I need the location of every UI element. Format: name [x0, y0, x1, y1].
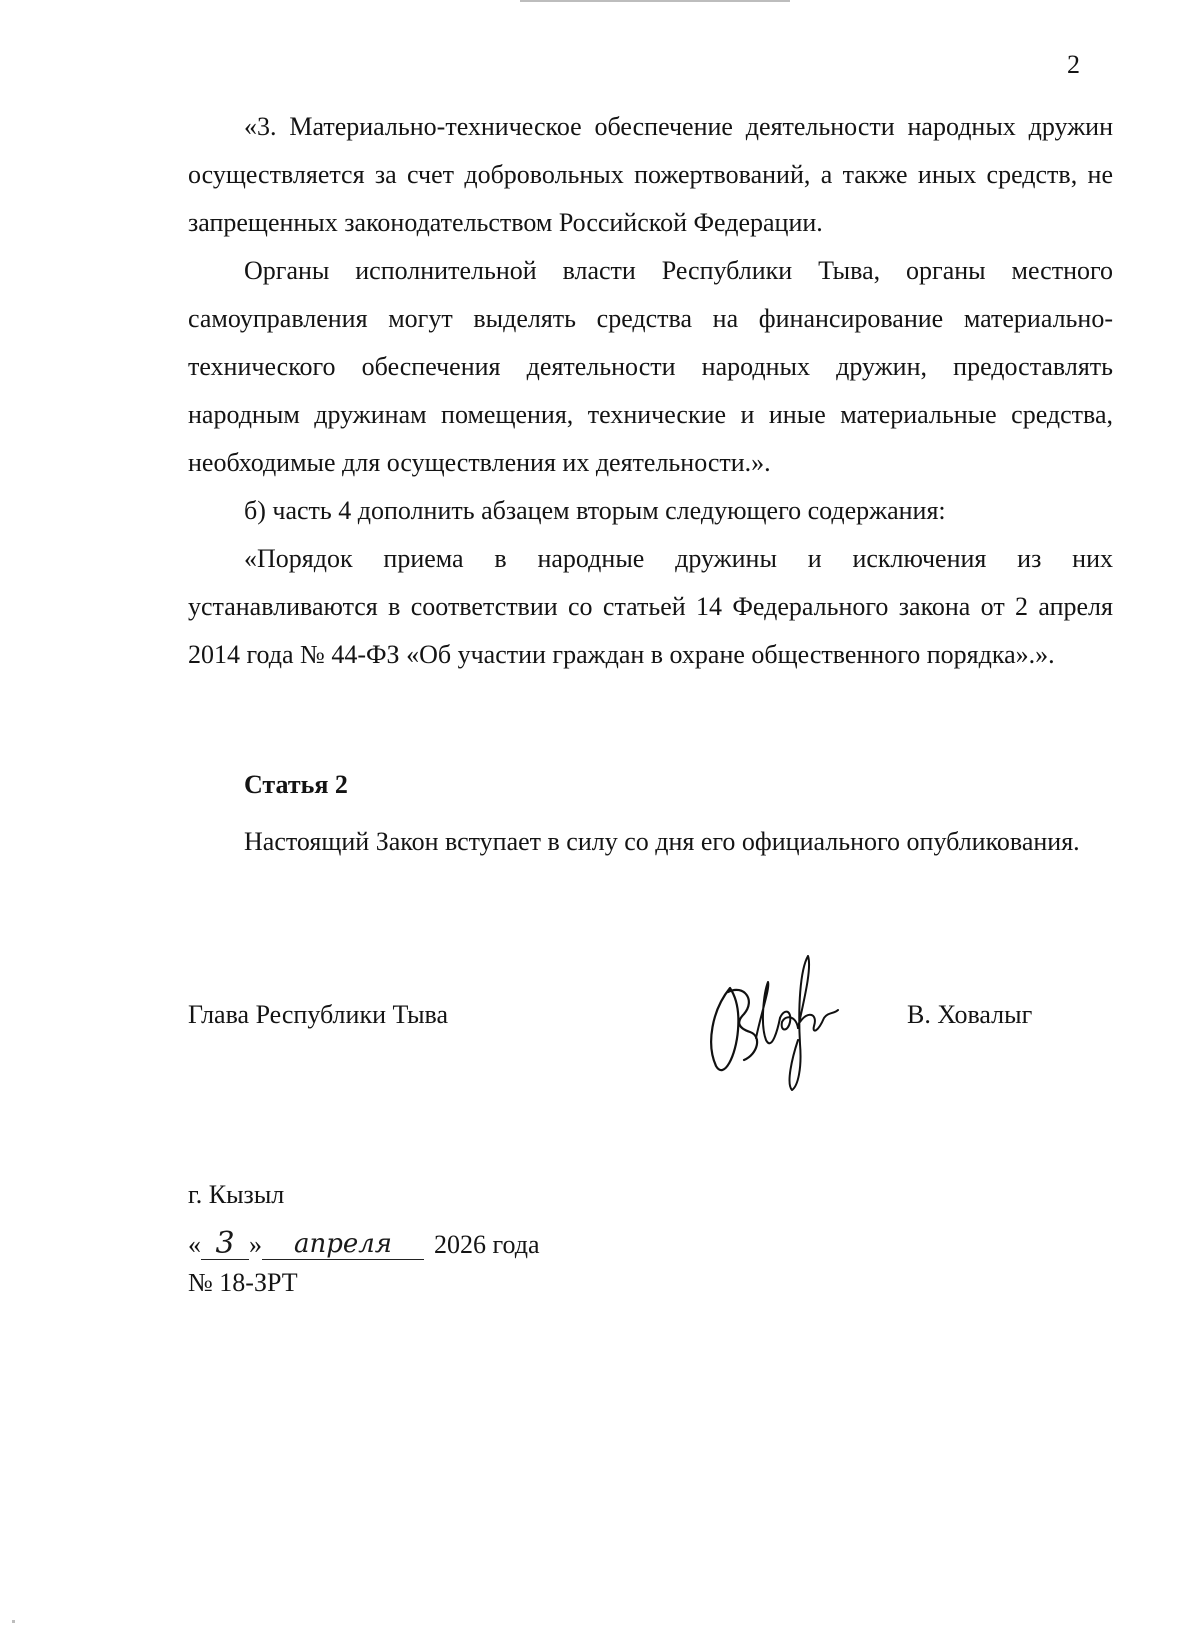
- scan-artifact-top: [520, 0, 790, 2]
- signing-city: г. Кызыл: [188, 1180, 285, 1209]
- paragraph-amendment-b: б) часть 4 дополнить абзацем вторым следующего содержания:: [244, 496, 946, 525]
- signatory-name: В. Ховалыг: [907, 1000, 1033, 1029]
- date-open-quote: «: [188, 1230, 201, 1259]
- signing-date: [188, 1224, 540, 1260]
- paragraph-executive-bodies: Органы исполнительной власти Республики Тыва, органы местного самоуправления могут выделять средства на финансирование материально-технического обеспечения деятельности народных дружин, предоставлять народным дружинам помещения, технические и иные материальные средства, необходимые для осуществления их деятельности.».: [188, 256, 1113, 477]
- article-2-title: Статья 2: [244, 770, 348, 799]
- date-day-handwritten: 3: [201, 1229, 249, 1260]
- page-number: 2: [1067, 50, 1080, 79]
- law-amendment-text: [188, 103, 1113, 679]
- article-2-text: Настоящий Закон вступает в силу со дня его официального опубликования.: [244, 827, 1080, 856]
- date-month-handwritten: апреля: [262, 1229, 424, 1260]
- signatory-position: Глава Республики Тыва: [188, 1000, 449, 1029]
- date-year: 2026 года: [434, 1230, 540, 1259]
- scan-artifact-left: [12, 1620, 15, 1623]
- handwritten-signature-icon: [700, 948, 850, 1098]
- law-number: № 18-ЗРТ: [188, 1268, 298, 1297]
- date-close-quote: »: [249, 1230, 262, 1259]
- paragraph-funding-clause: «3. Материально-техническое обеспечение деятельности народных дружин осуществляется за счет добровольных пожертвований, а также иных средств, не запрещенных законодательством Российской Федерации.: [188, 112, 1113, 237]
- paragraph-admission-procedure: «Порядок приема в народные дружины и исключения из них устанавливаются в соответствии со статьей 14 Федерального закона от 2 апреля 2014 года № 44-ФЗ «Об участии граждан в охране общественного порядка».».: [188, 544, 1113, 669]
